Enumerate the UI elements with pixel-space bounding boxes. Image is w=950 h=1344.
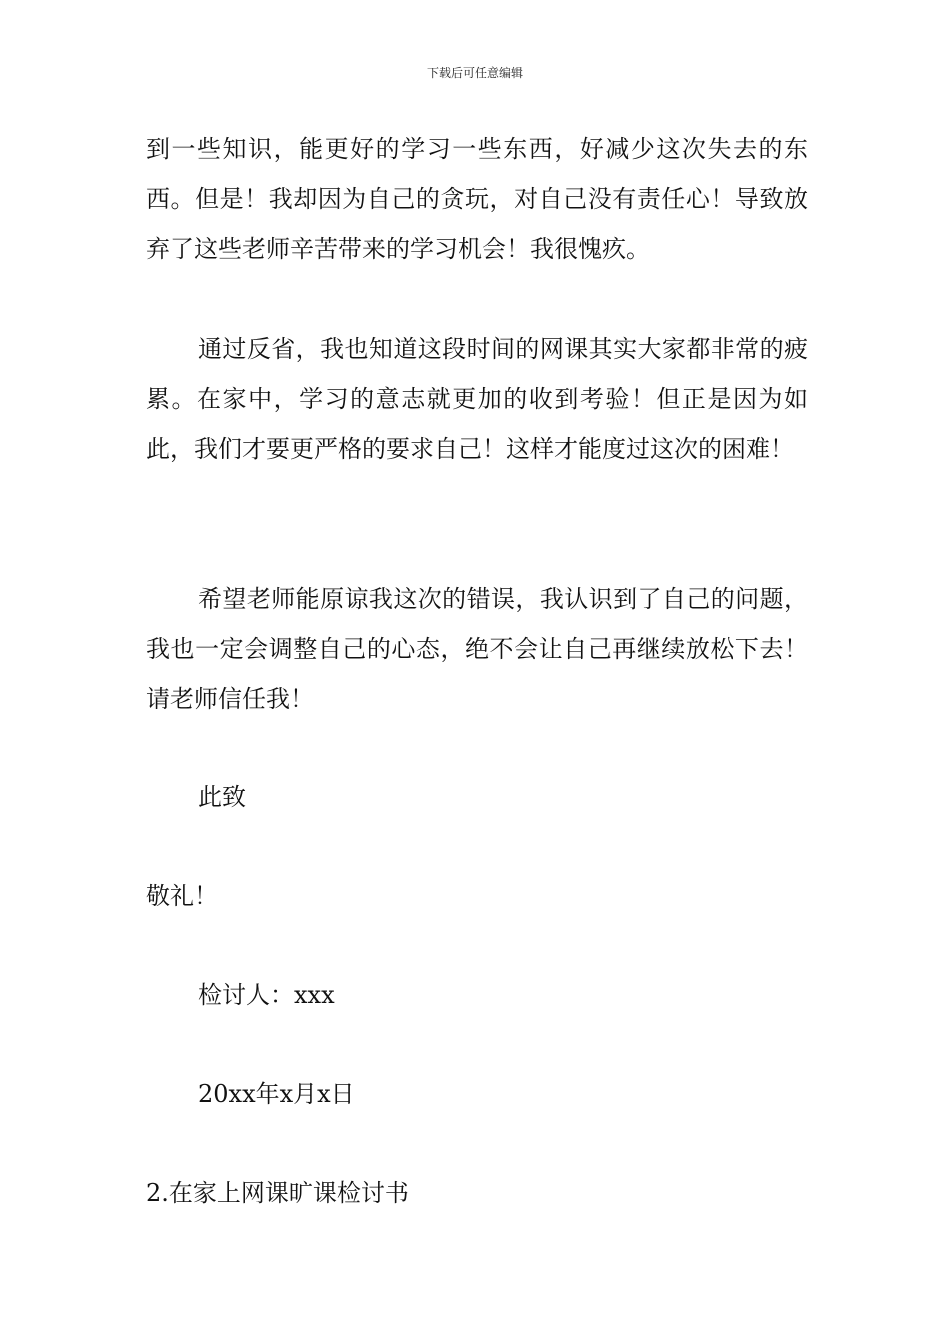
page-header: 下载后可任意编辑 [426,66,523,80]
section-title: 2.在家上网课旷课检讨书 [146,1179,409,1207]
paragraph-1: 到一些知识，能更好的学习一些东西，好减少这次失去的东西。但是！我却因为自己的贪玩，对自己没有责任心！导致放弃了这些老师辛苦带来的学习机会！我很愧疚。 [146,135,808,263]
paragraph-2: 通过反省，我也知道这段时间的网课其实大家都非常的疲累。在家中，学习的意志就更加的收到考验！但正是因为如此，我们才要更严格的要求自己！这样才能度过这次的困难！ [146,335,808,463]
signer-line: 检讨人：xxx [198,981,335,1009]
closing-regards: 敬礼！ [146,882,218,910]
paragraph-3: 希望老师能原谅我这次的错误，我认识到了自己的问题，我也一定会调整自己的心态，绝不会让自己再继续放松下去！请老师信任我！ [146,585,808,713]
date-line: 20xx年x月x日 [198,1080,355,1108]
closing-salutation: 此致 [198,783,246,811]
